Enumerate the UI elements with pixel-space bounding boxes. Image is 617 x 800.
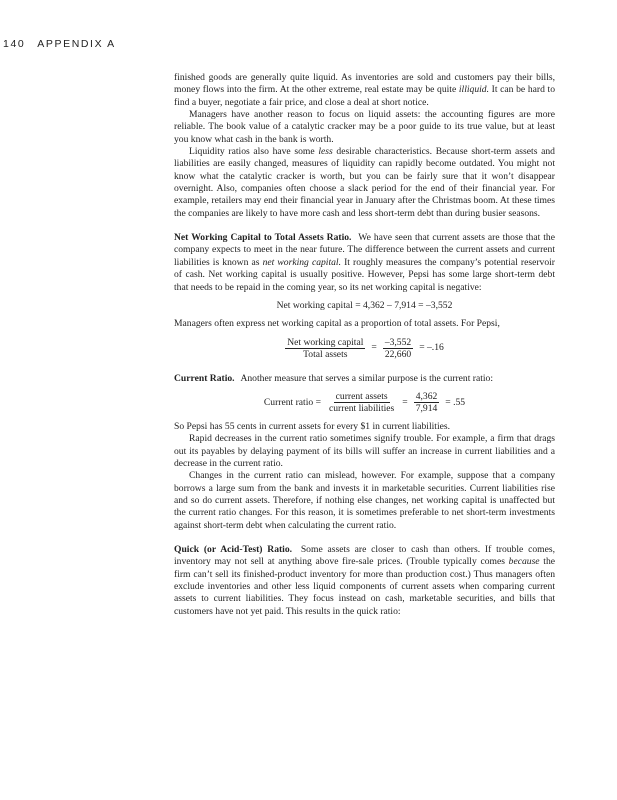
denominator: Total assets [303, 348, 348, 360]
italic-term: because [508, 556, 540, 568]
paragraph: Changes in the current ratio can mislead, however. For example, suppose that a company borrows a large sum from the bank and invests it in marketable securities. Current liabilities rise and so do current assets. Therefore, if nothing else changes, net working capital is unaffected but the current ratio changes. For this reason, it is sometimes preferable to net short-term investments against short-term debt when calculating the current ratio. [174, 470, 555, 531]
numerator: –3,552 [384, 336, 412, 348]
numerator: Net working capital [287, 336, 364, 348]
numerator: 4,362 [415, 390, 438, 402]
equation-current-ratio [174, 391, 555, 415]
fraction [383, 337, 413, 361]
section-quick-ratio [174, 544, 555, 618]
fraction [414, 391, 440, 415]
equation-result: = –.16 [419, 342, 444, 354]
numerator: current assets [335, 390, 388, 402]
paragraph: Rapid decreases in the current ratio sometimes signify trouble. For example, a firm that drags out its payables by delaying payment of its bills will suffer an increase in current liabilities and a decrease in the current ratio. [174, 433, 555, 469]
running-title: APPENDIX A [37, 38, 116, 50]
page-number: 140 [3, 38, 26, 50]
fraction [285, 337, 365, 361]
section-heading: Quick (or Acid-Test) Ratio. [174, 543, 293, 555]
paragraph: Managers have another reason to focus on liquid assets: the accounting figures are more reliable. The book value of a catalytic cracker may be a poor guide to its true value, but at least you know what cash in the bank is worth. [174, 109, 555, 145]
text-run: Liquidity ratios also have some [189, 146, 319, 158]
italic-term: net working capital. [262, 256, 341, 268]
text-run: the firm can’t sell its finished-product inventory for more than production cost.) Thus managers often exclude inventories and other less liquid components of current assets when comparing current assets to current liabilities. They focus instead on cash, marketable securities, and bills that customers have not yet paid. This results in the quick ratio: [174, 556, 555, 617]
section-net-working-capital [174, 232, 555, 294]
text-run: It can be hard to find a buyer, negotiate a fair price, and close a deal at short notice. [174, 84, 555, 108]
denominator: 22,660 [384, 348, 412, 360]
equation-result: = .55 [445, 396, 466, 408]
denominator: 7,914 [415, 402, 438, 414]
paragraph [174, 146, 555, 220]
running-header [3, 38, 116, 50]
equals-sign: = [402, 396, 408, 408]
italic-term: less [318, 146, 333, 158]
text-run: Some assets are closer to cash than others. If trouble comes, inventory may not sell at anything above fire-sale prices. (Trouble typically comes [174, 543, 555, 568]
equation-nwc-to-assets [174, 337, 555, 361]
section-heading: Net Working Capital to Total Assets Ratio. [174, 232, 352, 244]
text-run: It roughly measures the company’s potential reservoir of cash. Net working capital is usually positive. However, Pepsi has some large short-term debt that needs to be repaid in the coming year, so its net working capital is negative: [174, 256, 555, 293]
text-run: finished goods are generally quite liquid. As inventories are sold and customers pay their bills, money flows into the firm. At the other extreme, real estate may be quite [174, 72, 555, 96]
denominator: current liabilities [329, 402, 395, 414]
text-run: Another measure that serves a similar purpose is the current ratio: [240, 372, 494, 384]
italic-term: illiquid. [458, 84, 489, 96]
section-heading: Current Ratio. [174, 372, 235, 384]
paragraph: So Pepsi has 55 cents in current assets for every $1 in current liabilities. [174, 420, 451, 432]
paragraph: Managers often express net working capital as a proportion of total assets. For Pepsi, [174, 318, 500, 330]
equation-net-working-capital: Net working capital = 4,362 – 7,914 = –3,552 [276, 299, 453, 311]
page-body [174, 72, 555, 618]
text-run: We have seen that current assets are those that the company expects to meet in the near future. The difference between the current assets and current liabilities is known as [174, 232, 555, 268]
section-current-ratio [174, 373, 555, 385]
paragraph [174, 72, 555, 109]
equation-label: Current ratio = [263, 396, 321, 408]
equals-sign: = [371, 342, 377, 354]
text-run: desirable characteristics. Because short-term assets and liabilities are easily changed, measures of liquidity can rapidly become outdated. You might not know what the catalytic cracker is worth, but you can be fairly sure that it won’t disappear overnight. Also, companies often choose a slack period for the end of their financial year. For example, retailers may end their financial year in January after the Christmas boom. At these times the companies are likely to have more cash and less short-term debt than during busier seasons. [174, 146, 555, 219]
fraction [327, 391, 396, 415]
